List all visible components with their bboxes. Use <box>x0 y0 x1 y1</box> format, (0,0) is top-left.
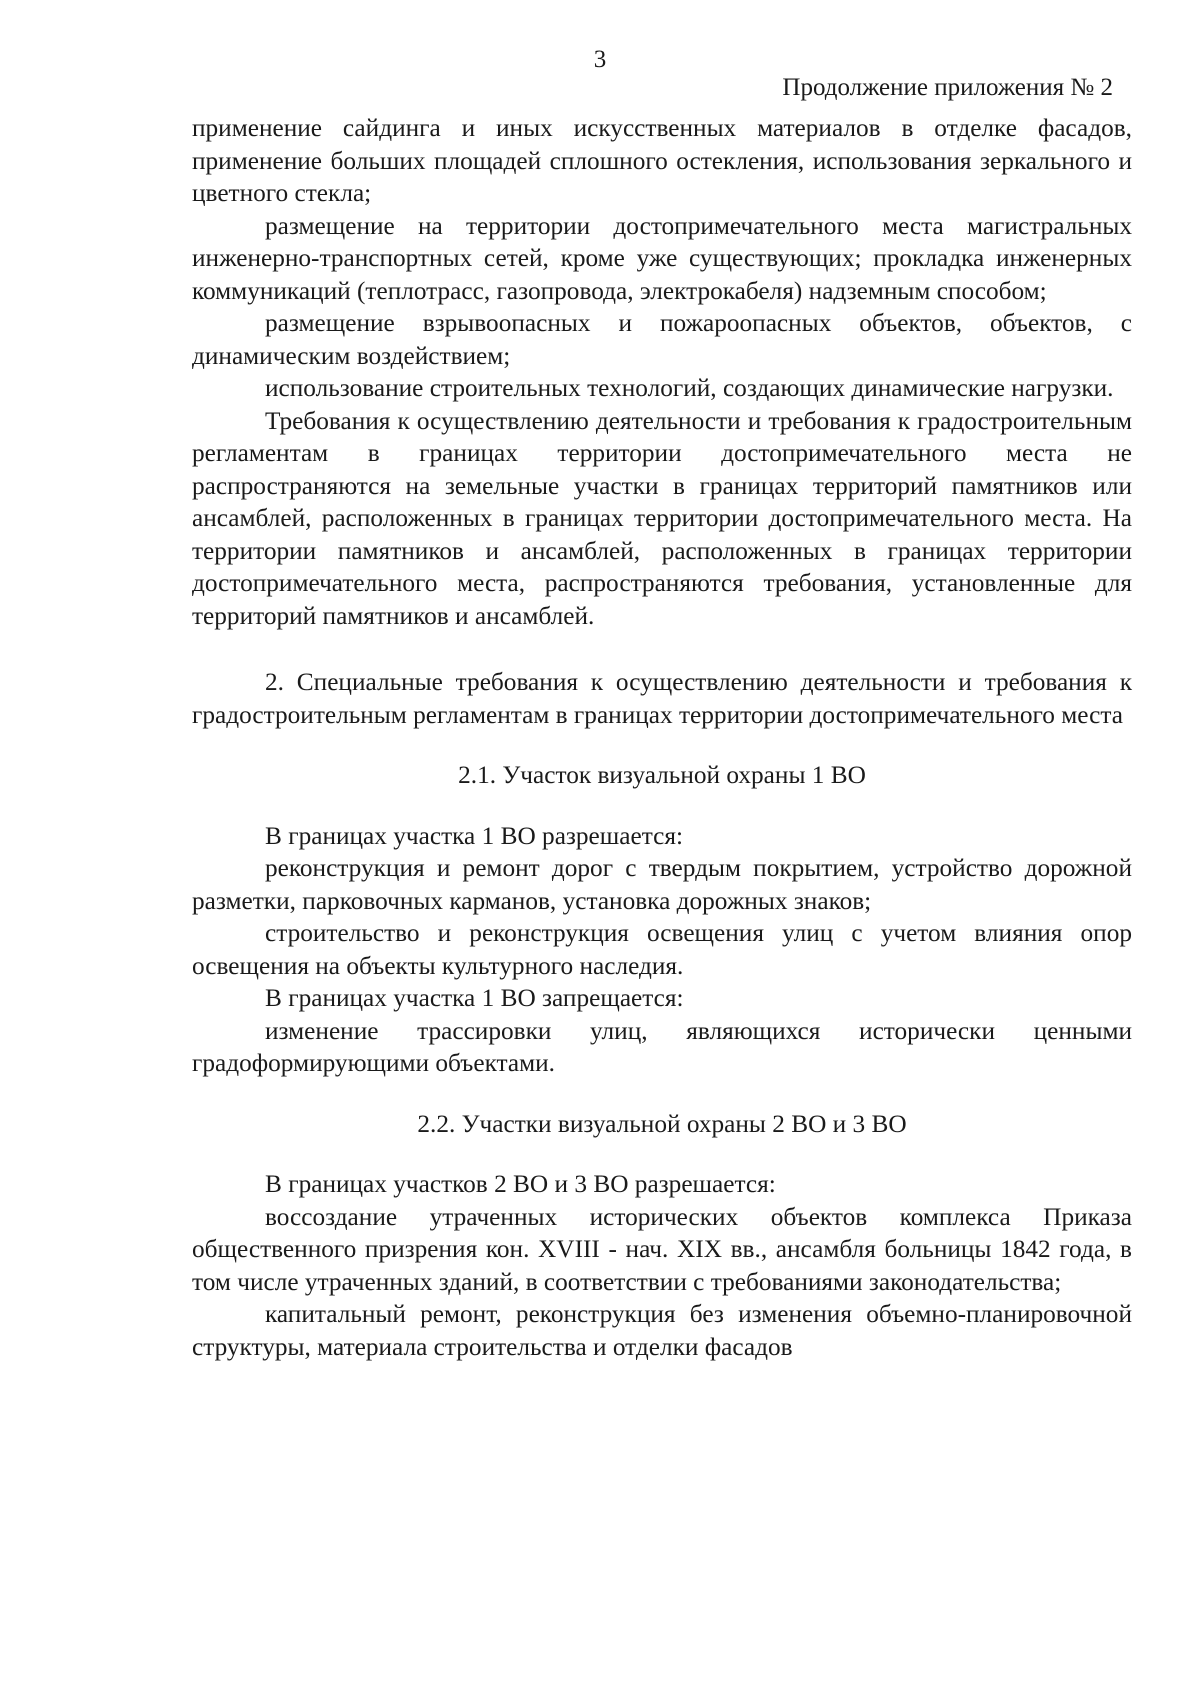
body-paragraph: В границах участка 1 ВО запрещается: <box>265 984 684 1012</box>
section-gap <box>192 792 1132 820</box>
body-paragraph: воссоздание утраченных исторических объектов комплекса Приказа общественного призрения кон. XVIII - нач. XIX вв., ансамбля больницы 1842 года, в том числе утраченных зданий, в соответствии с требованиями законодательства; <box>192 1202 1132 1296</box>
body-paragraph: изменение трассировки улиц, являющихся исторически ценными градоформирующими объектами. <box>192 1016 1132 1077</box>
section-gap <box>192 731 1132 759</box>
section-gap <box>192 632 1132 666</box>
body-paragraph: размещение взрывоопасных и пожароопасных объектов, объектов, с динамическим воздействием; <box>192 309 1132 370</box>
subsection-heading: 2.1. Участок визуальной охраны 1 ВО <box>458 761 866 789</box>
body-paragraph: Требования к осуществлению деятельности и требования к градостроительным регламентам в границах территории достопримечательного места не распространяются на земельные участки в границах территорий памятников или ансамблей, расположенных в границах территории достопримечательного места. На территории памятников и ансамблей, расположенных в границах территории достопримечательного места, распространяются требования, установленные для территорий памятников и ансамблей. <box>192 406 1132 630</box>
subsection-heading: 2.2. Участки визуальной охраны 2 ВО и 3 ВО <box>417 1109 907 1138</box>
section-gap <box>192 1140 1132 1168</box>
body-paragraph: использование строительных технологий, создающих динамические нагрузки. <box>265 374 1114 402</box>
section-gap <box>192 1080 1132 1108</box>
body-paragraph: В границах участков 2 ВО и 3 ВО разрешается: <box>265 1170 776 1198</box>
body-paragraph: размещение на территории достопримечательного места магистральных инженерно-транспортных сетей, кроме уже существующих; прокладка инженерных коммуникаций (теплотрасс, газопровода, электрокабеля) надземным способом; <box>192 211 1132 305</box>
section-title: 2. Специальные требования к осуществлению деятельности и требования к градостроительным регламентам в границах территории достопримечательного места <box>192 668 1132 729</box>
body-paragraph: применение сайдинга и иных искусственных материалов в отделке фасадов, применение больших площадей сплошного остекления, использования зеркального и цветного стекла; <box>192 114 1132 207</box>
continuation-note: Продолжение приложения № 2 <box>782 74 1113 101</box>
document-body <box>192 112 1132 1363</box>
page-number: 3 <box>593 46 607 73</box>
body-paragraph: строительство и реконструкция освещения улиц с учетом влияния опор освещения на объекты культурного наследия. <box>192 919 1132 980</box>
body-paragraph: реконструкция и ремонт дорог с твердым покрытием, устройство дорожной разметки, парковочных карманов, установка дорожных знаков; <box>192 854 1132 915</box>
body-paragraph: В границах участка 1 ВО разрешается: <box>265 821 683 850</box>
body-paragraph: капитальный ремонт, реконструкция без изменения объемно-планировочной структуры, материала строительства и отделки фасадов <box>192 1300 1132 1361</box>
